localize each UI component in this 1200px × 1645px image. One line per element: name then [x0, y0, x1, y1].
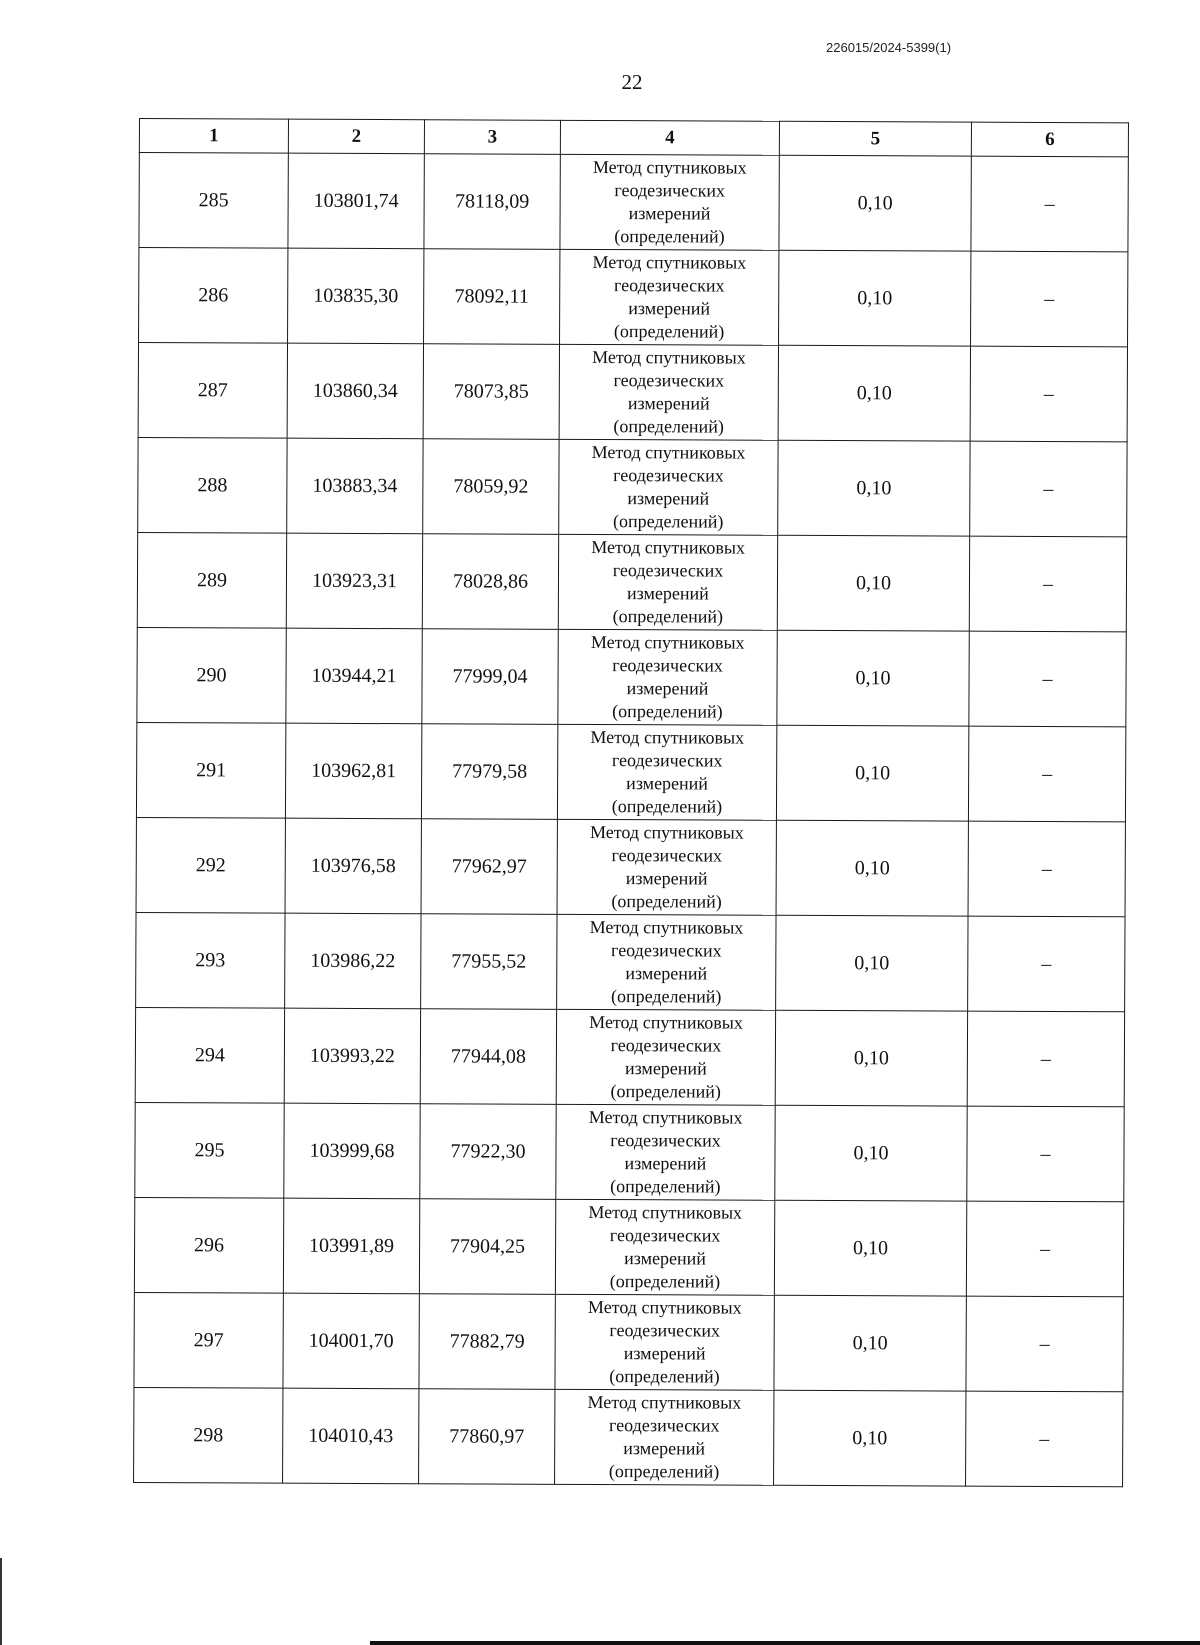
method-cell	[557, 914, 776, 1010]
column-header-5: 5	[779, 121, 971, 156]
table-row	[139, 153, 1128, 252]
method-line: геодезических	[612, 655, 723, 676]
method-line: (определений)	[608, 1461, 720, 1482]
y-coordinate-cell: 78059,92	[423, 439, 559, 535]
method-line: Метод спутниковых	[590, 726, 745, 748]
method-line: геодезических	[611, 940, 722, 961]
column-header-2: 2	[288, 119, 424, 154]
y-coordinate-cell: 78092,11	[424, 249, 560, 345]
coordinates-table	[133, 118, 1129, 1487]
method-line: (определений)	[611, 796, 723, 817]
method-line: (определений)	[613, 321, 725, 342]
method-line: (определений)	[612, 701, 723, 722]
x-coordinate-cell: 103860,34	[287, 343, 423, 439]
method-line: Метод спутниковых	[588, 1106, 743, 1128]
note-cell: –	[967, 1106, 1124, 1202]
y-coordinate-cell: 77955,52	[421, 914, 557, 1010]
y-coordinate-cell: 77860,97	[419, 1389, 555, 1485]
y-coordinate-cell: 77904,25	[419, 1199, 555, 1295]
table-row	[137, 532, 1126, 631]
point-number-cell: 295	[135, 1102, 284, 1198]
x-coordinate-cell: 103999,68	[284, 1103, 420, 1199]
x-coordinate-cell: 103962,81	[285, 723, 421, 819]
point-number-cell: 298	[134, 1387, 283, 1483]
accuracy-cell: 0,10	[774, 1295, 966, 1391]
point-number-cell: 292	[136, 817, 285, 913]
method-line: геодезических	[613, 275, 725, 296]
method-line: (определений)	[611, 891, 722, 912]
table-row	[136, 817, 1125, 916]
accuracy-cell: 0,10	[779, 250, 971, 346]
accuracy-cell: 0,10	[774, 1390, 966, 1486]
accuracy-cell: 0,10	[778, 440, 970, 536]
method-line: геодезических	[613, 465, 724, 486]
note-cell: –	[967, 1011, 1124, 1107]
method-line: геодезических	[609, 1225, 721, 1246]
point-number-cell: 290	[137, 627, 286, 723]
x-coordinate-cell: 104010,43	[283, 1388, 419, 1484]
accuracy-cell: 0,10	[776, 820, 968, 916]
method-line: геодезических	[611, 845, 723, 866]
method-line: измерений	[625, 963, 708, 984]
method-line: Метод спутниковых	[592, 251, 747, 273]
method-cell	[555, 1389, 774, 1485]
accuracy-cell: 0,10	[777, 535, 969, 631]
x-coordinate-cell: 103991,89	[283, 1198, 419, 1294]
method-line: геодезических	[610, 1035, 722, 1056]
column-header-4: 4	[560, 120, 779, 155]
method-line: Метод спутниковых	[587, 1296, 742, 1318]
method-line: Метод спутниковых	[590, 631, 745, 653]
x-coordinate-cell: 103986,22	[285, 913, 421, 1009]
note-cell: –	[970, 346, 1127, 442]
table-row	[134, 1197, 1123, 1296]
method-line: измерений	[626, 773, 709, 794]
method-line: геодезических	[612, 560, 724, 581]
table-header	[139, 119, 1128, 157]
method-line: Метод спутниковых	[589, 916, 744, 938]
method-line: (определений)	[609, 1366, 720, 1387]
table-row	[134, 1387, 1123, 1486]
accuracy-cell: 0,10	[776, 915, 968, 1011]
method-cell	[560, 154, 779, 250]
method-line: Метод спутниковых	[589, 1011, 743, 1033]
method-cell	[558, 534, 777, 630]
method-line: (определений)	[609, 1271, 721, 1292]
note-cell: –	[968, 821, 1125, 917]
method-cell	[559, 344, 778, 440]
accuracy-cell: 0,10	[775, 1010, 967, 1106]
method-line: геодезических	[613, 370, 725, 391]
method-line: измерений	[625, 868, 708, 889]
method-line: Метод спутниковых	[592, 156, 747, 178]
column-header-3: 3	[424, 120, 560, 155]
method-cell	[557, 819, 776, 915]
method-line: (определений)	[610, 986, 722, 1007]
y-coordinate-cell: 78073,85	[423, 344, 559, 440]
note-cell: –	[966, 1296, 1123, 1392]
x-coordinate-cell: 103801,74	[288, 153, 424, 249]
method-line: (определений)	[610, 1081, 721, 1102]
accuracy-cell: 0,10	[774, 1200, 966, 1296]
y-coordinate-cell: 77962,97	[421, 819, 557, 915]
method-line: измерений	[626, 678, 709, 699]
document-id: 226015/2024-5399(1)	[826, 40, 952, 55]
table-body	[134, 153, 1129, 1487]
note-cell: –	[968, 726, 1125, 822]
point-number-cell: 296	[134, 1197, 283, 1293]
method-line: измерений	[628, 298, 711, 319]
table-row	[138, 437, 1127, 536]
note-cell: –	[970, 441, 1127, 537]
point-number-cell: 285	[139, 153, 288, 249]
accuracy-cell: 0,10	[778, 345, 970, 441]
note-cell: –	[971, 251, 1128, 347]
table-row	[138, 343, 1127, 442]
y-coordinate-cell: 77882,79	[419, 1294, 555, 1390]
y-coordinate-cell: 77979,58	[421, 724, 557, 820]
table-row	[139, 248, 1128, 347]
method-line: измерений	[628, 203, 711, 224]
method-line: измерений	[624, 1248, 706, 1269]
method-cell	[555, 1294, 774, 1390]
y-coordinate-cell: 78028,86	[422, 534, 558, 630]
method-line: геодезических	[614, 180, 726, 201]
x-coordinate-cell: 103976,58	[285, 818, 421, 914]
y-coordinate-cell: 77999,04	[422, 629, 558, 725]
method-cell	[557, 724, 776, 820]
method-line: Метод спутниковых	[589, 821, 744, 843]
x-coordinate-cell: 103883,34	[287, 438, 423, 534]
point-number-cell: 291	[136, 722, 285, 818]
accuracy-cell: 0,10	[776, 725, 968, 821]
note-cell: –	[969, 536, 1126, 632]
method-cell	[555, 1199, 774, 1295]
y-coordinate-cell: 77944,08	[420, 1009, 556, 1105]
method-line: измерений	[624, 1153, 707, 1174]
method-line: геодезических	[610, 1130, 721, 1151]
note-cell: –	[968, 916, 1125, 1012]
method-cell	[556, 1009, 775, 1105]
method-line: Метод спутниковых	[592, 346, 746, 368]
method-cell	[558, 629, 777, 725]
method-line: Метод спутниковых	[587, 1391, 742, 1413]
method-line: измерений	[623, 1343, 706, 1364]
method-cell	[559, 439, 778, 535]
point-number-cell: 297	[134, 1292, 283, 1388]
point-number-cell: 293	[136, 912, 285, 1008]
method-line: измерений	[626, 583, 709, 604]
note-cell: –	[969, 631, 1126, 727]
method-line: измерений	[624, 1058, 707, 1079]
accuracy-cell: 0,10	[775, 1105, 967, 1201]
table-row	[135, 1102, 1124, 1201]
method-line: Метод спутниковых	[591, 536, 746, 558]
method-line: (определений)	[613, 416, 724, 437]
accuracy-cell: 0,10	[777, 630, 969, 726]
point-number-cell: 287	[138, 343, 287, 439]
method-line: измерений	[623, 1438, 706, 1459]
note-cell: –	[971, 156, 1128, 252]
y-coordinate-cell: 78118,09	[424, 154, 560, 250]
point-number-cell: 289	[137, 532, 286, 628]
table-row	[135, 1007, 1124, 1106]
scan-left-edge	[0, 1558, 2, 1645]
point-number-cell: 286	[139, 248, 288, 344]
method-cell	[556, 1104, 775, 1200]
header-row	[139, 119, 1128, 157]
method-line: Метод спутниковых	[591, 441, 746, 463]
accuracy-cell: 0,10	[779, 155, 971, 251]
method-line: измерений	[627, 488, 710, 509]
method-line: (определений)	[614, 226, 725, 247]
method-line: геодезических	[609, 1320, 721, 1341]
method-cell	[560, 249, 779, 345]
method-line: (определений)	[610, 1176, 721, 1197]
table-row	[134, 1292, 1123, 1391]
method-line: геодезических	[611, 750, 723, 771]
x-coordinate-cell: 103944,21	[286, 628, 422, 724]
x-coordinate-cell: 104001,70	[283, 1293, 419, 1389]
page-number: 22	[621, 70, 643, 94]
x-coordinate-cell: 103923,31	[286, 533, 422, 629]
table-row	[136, 912, 1125, 1011]
method-line: Метод спутниковых	[588, 1201, 743, 1223]
note-cell: –	[966, 1201, 1123, 1297]
scan-bottom-bar	[370, 1641, 1200, 1645]
table-row	[137, 627, 1126, 726]
method-line: геодезических	[608, 1415, 720, 1436]
method-line: (определений)	[612, 606, 724, 627]
table-row	[136, 722, 1125, 821]
point-number-cell: 288	[138, 437, 287, 533]
point-number-cell: 294	[135, 1007, 284, 1103]
column-header-6: 6	[971, 122, 1128, 157]
y-coordinate-cell: 77922,30	[420, 1104, 556, 1200]
x-coordinate-cell: 103993,22	[284, 1008, 420, 1104]
column-header-1: 1	[139, 119, 288, 154]
method-line: измерений	[627, 393, 710, 414]
method-line: (определений)	[612, 511, 724, 532]
note-cell: –	[966, 1391, 1123, 1487]
x-coordinate-cell: 103835,30	[288, 248, 424, 344]
